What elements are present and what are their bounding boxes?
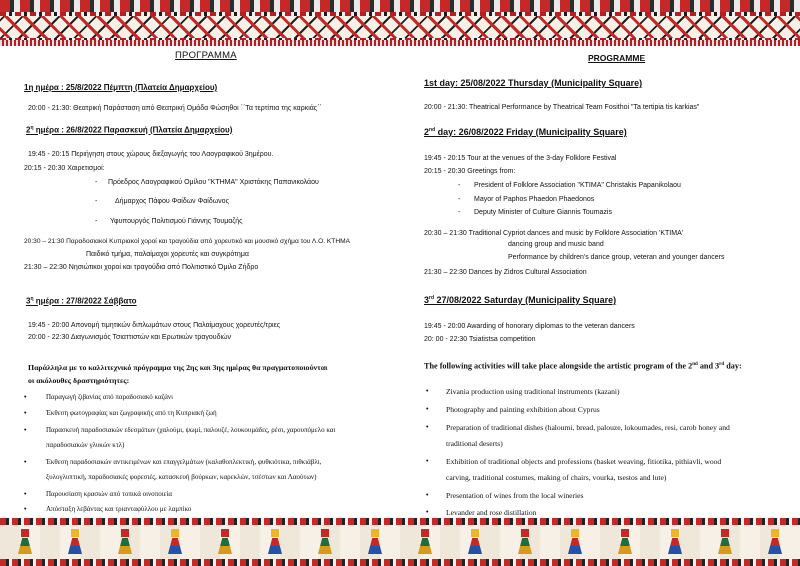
- folk-figure-icon: [367, 529, 383, 555]
- day1-item: 20:00 - 21:30: Θεατρική Παράσταση από Θεατρική Ομάδα Φώσηθοι ΄΄Τα τερτίπια της καρκιάς΄΄: [28, 105, 322, 112]
- schedule-item: 19:45 - 20:00 Awarding of honorary diplomas to the veteran dancers: [424, 323, 635, 330]
- greeting-item: Mayor of Paphos Phaedon Phaedonos: [474, 196, 595, 203]
- woven-border-bottom: [0, 518, 800, 566]
- activities-intro: οι ακόλουθες δραστηριότητες:: [28, 376, 130, 385]
- day2-heading: 2nd day: 26/08/2022 Friday (Municipality Square): [424, 127, 627, 137]
- page-title-english: PROGRAMME: [588, 53, 646, 63]
- activity-item: Preparation of traditional dishes (haloumi, bread, palouze, lokoumades, resi, carob honey and: [446, 423, 730, 432]
- folk-figure-icon: [517, 529, 533, 555]
- bullet-dot: •: [426, 492, 429, 499]
- bullet-dot: -: [95, 198, 98, 205]
- activity-item: Παρουσίαση κρασιών από τοπικά οινοποιεία: [46, 490, 173, 498]
- bullet-dot: -: [95, 179, 98, 186]
- folk-figure-icon: [217, 529, 233, 555]
- bullet-dot: •: [24, 459, 27, 466]
- folk-figure-icon: [67, 529, 83, 555]
- greeting-item: Υφυπουργός Πολιτισμού Γιάννης Τουμαζής: [110, 218, 243, 225]
- schedule-item: 19:45 - 20:15 Tour at the venues of the 3-day Folklore Festival: [424, 155, 617, 162]
- folk-figure-icon: [417, 529, 433, 555]
- bullet-dot: -: [458, 182, 461, 189]
- activity-item: traditional deserts): [446, 439, 503, 448]
- schedule-item: 20:00 - 22:30 Διαγωνισμός Τσιαττιστών και Ερωτικών τραγουδιών: [28, 334, 232, 341]
- bullet-dot: -: [95, 218, 98, 225]
- greek-programme: [20, 46, 390, 516]
- bullet-dot: •: [426, 406, 429, 413]
- activity-item: ξυλογλυπτική, παραδοσιακές φορεσιές, κατασκευή βούρκων, καρεκλών, τσέστων και Λαούτων): [46, 473, 317, 481]
- folk-figure-icon: [467, 529, 483, 555]
- bullet-dot: •: [426, 458, 429, 465]
- bullet-dot: -: [458, 196, 461, 203]
- folk-figure-icon: [117, 529, 133, 555]
- activity-item: Παραγωγή ζιβανίας από παραδοσιακό καζάνι: [46, 393, 173, 401]
- greeting-item: Δήμαρχος Πάφου Φαίδων Φαίδωνος: [115, 198, 229, 205]
- activity-item: Έκθεση φωτογραφίας και ζωγραφικής από τη Κυπριακή ζωή: [46, 409, 217, 417]
- schedule-item: 20: 00 - 22:30 Tsiatistsa competition: [424, 336, 536, 343]
- bullet-dot: •: [426, 388, 429, 395]
- day2-heading: $2^\eta$ ημέρα : 26/8/2022 Παρασκευή (Πλατεία Δημαρχείου): [26, 125, 233, 135]
- day3-heading: $3^\eta$ ημέρα : 27/8/2022 Σάββατο: [26, 296, 137, 306]
- woven-border-top: [0, 0, 800, 46]
- folk-figure-icon: [717, 529, 733, 555]
- schedule-item: Performance by children's dance group, veteran and younger dancers: [508, 254, 725, 261]
- activities-intro: Παράλληλα με το καλλιτεχνικό πρόγραμμα της 2ης και 3ης ημέρας θα πραγματοποιούνται: [28, 363, 328, 372]
- schedule-item: 21:30 – 22:30 Dances by Zidros Cultural Association: [424, 269, 587, 276]
- bullet-dot: •: [24, 394, 27, 401]
- folk-figure-icon: [17, 529, 33, 555]
- border-band: [0, 518, 800, 525]
- activity-item: Zivania production using traditional instruments (kazani): [446, 387, 620, 396]
- day1-heading: 1st day: 25/08/2022 Thursday (Municipality Square): [424, 78, 643, 88]
- schedule-item: 19:45 - 20:15 Περιήγηση στους χώρους διεξαγωγής του Λαογραφικού 3ημέρου.: [28, 151, 274, 158]
- activity-item: Photography and painting exhibition about Cyprus: [446, 405, 600, 414]
- day1-item: 20:00 - 21:30: Theatrical Performance by Theatrical Team Fosithoi "Ta tertipia tis karkias": [424, 104, 700, 111]
- bullet-dot: •: [426, 509, 429, 516]
- folk-figure-icon: [617, 529, 633, 555]
- bullet-dot: •: [426, 424, 429, 431]
- bullet-dot: -: [458, 209, 461, 216]
- schedule-item: 20:30 – 21:30 Παραδοσιακοί Κυπριακοί χοροί και τραγούδια από χορευτικό και μουσικό σχήμα του Λ.Ο. ΚΤΗΜΑ: [24, 238, 350, 245]
- greeting-item: Πρόεδρος Λαογραφικού Ομίλου "ΚΤΗΜΑ" Χριστάκης Παπανικολάου: [108, 179, 319, 186]
- day3-heading: 3rd 27/08/2022 Saturday (Municipality Square): [424, 295, 617, 305]
- schedule-item: dancing group and music band: [508, 241, 604, 248]
- bullet-dot: •: [24, 410, 27, 417]
- activity-item: παραδοσιακών γλυκών κτλ): [46, 441, 125, 449]
- bullet-dot: •: [24, 506, 27, 513]
- bullet-dot: •: [24, 491, 27, 498]
- activities-intro: The following activities will take place alongside the artistic program of the 2nd and 3rd day:: [424, 361, 742, 371]
- folk-figure-icon: [667, 529, 683, 555]
- activity-item: Έκθεση παραδοσιακών αντικειμένων και επαγγελμάτων (καλαθοπλεκτική, φυθκιότικα, πιθκιάβλι,: [46, 458, 322, 466]
- activity-item: Exhibition of traditional objects and professions (basket weaving, fitiotika, pithiavli, wood: [446, 457, 722, 466]
- schedule-item: 20:30 – 21:30 Traditional Cypriot dances and music by Folklore Association 'KTIMA': [424, 230, 684, 237]
- english-programme: [420, 46, 790, 516]
- schedule-item: 20:15 - 20:30 Greetings from:: [424, 168, 516, 175]
- activity-item: Levander and rose distillation: [446, 508, 537, 517]
- folk-figure-icon: [567, 529, 583, 555]
- schedule-item: 21:30 – 22:30 Νησιώτικοι χοροί και τραγούδια από Πολιτιστικό Όμιλο Ζήδρο: [24, 264, 259, 271]
- folk-figure-icon: [317, 529, 333, 555]
- border-band: [0, 559, 800, 566]
- folk-figure-icon: [767, 529, 783, 555]
- folk-figure-icon: [267, 529, 283, 555]
- folk-figures-row: [0, 527, 800, 557]
- activity-item: Παρασκευή παραδοσιακών εδεσμάτων (χαλούμι, ψωμί, παλουζέ, λουκουμάδες, ρέσι, χαρουπόμελο και: [46, 426, 336, 434]
- schedule-item: Παιδικό τμήμα, παλαίμαχοι χορευτές και συγκρότημα: [86, 251, 249, 258]
- greeting-item: Deputy Minister of Culture Giannis Toumazis: [474, 209, 612, 216]
- schedule-item: 19:45 - 20:00 Απονομή τιμητικών διπλωμάτων στους Παλαίμαχους χορευτές/τριες: [28, 322, 281, 329]
- schedule-item: 20:15 - 20:30 Χαιρετισμοί:: [24, 165, 105, 172]
- activity-item: Presentation of wines from the local wineries: [446, 491, 584, 500]
- activity-item: Απόσταξη λεβάντας και τριανταφύλλου με λαμπίκο: [46, 505, 192, 513]
- folk-figure-icon: [167, 529, 183, 555]
- page-title-greek: ΠΡΟΓΡΑΜΜΑ: [175, 50, 237, 61]
- activity-item: carving, traditional costumes, making of chairs, vourka, tsestos and lute): [446, 473, 667, 482]
- bullet-dot: •: [24, 427, 27, 434]
- greeting-item: President of Folklore Association "KTIMA" Christakis Papanikolaou: [474, 182, 681, 189]
- day1-heading: 1η ημέρα : 25/8/2022 Πέμπτη (Πλατεία Δημαρχείου): [24, 83, 218, 92]
